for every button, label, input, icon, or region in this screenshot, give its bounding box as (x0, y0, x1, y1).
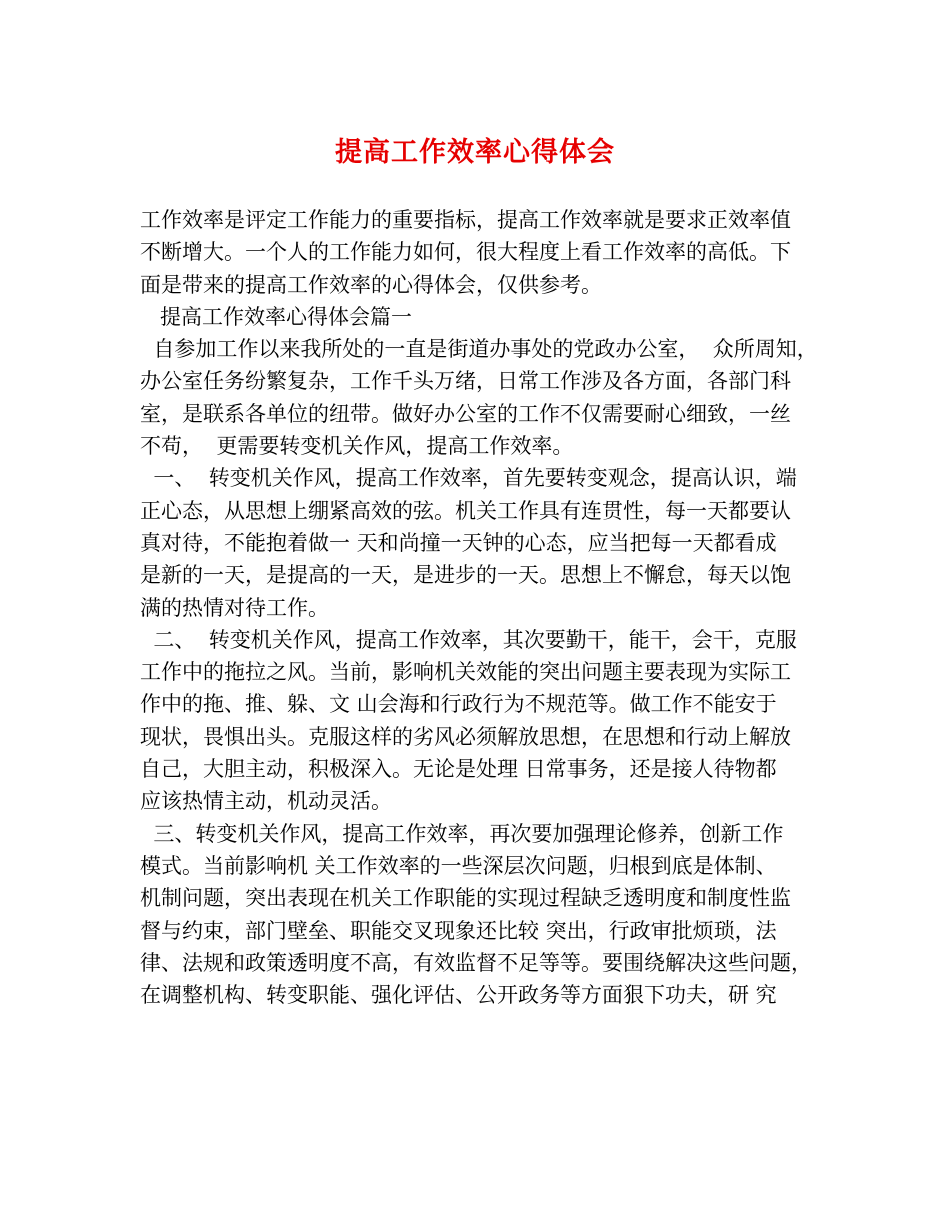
body-line: 自参加工作以来我所处的一直是街道办事处的党政办公室， 众所周知， (140, 337, 818, 362)
body-line: 不断增大。一个人的工作能力如何，很大程度上看工作效率的高低。下 (140, 240, 791, 265)
body-line: 自己，大胆主动，积极深入。无论是处理 日常事务，还是接人待物都 (140, 757, 777, 782)
body-line: 真对待，不能抱着做一 天和尚撞一天钟的心态，应当把每一天都看成 (140, 530, 777, 555)
body-line: 在调整机构、转变职能、强化评估、公开政务等方面狠下功夫，研 究 (140, 983, 777, 1008)
body-line: 不苟， 更需要转变机关作风，提高工作效率。 (140, 434, 574, 459)
body-line: 督与约束，部门壁垒、职能交叉现象还比较 突出，行政审批烦琐，法 (140, 918, 777, 943)
body-line: 满的热情对待工作。 (140, 595, 329, 620)
document-body (140, 204, 820, 1011)
body-line: 二、 转变机关作风，提高工作效率，其次要勤干，能干，会干，克服 (140, 627, 797, 652)
body-line: 是新的一天，是提高的一天，是进步的一天。思想上不懈怠，每天以饱 (140, 563, 791, 588)
body-line: 工作中的拖拉之风。当前，影响机关效能的突出问题主要表现为实际工 (140, 660, 791, 685)
body-line: 室，是联系各单位的纽带。做好办公室的工作不仅需要耐心细致，一丝 (140, 401, 791, 426)
body-line: 律、法规和政策透明度不高，有效监督不足等等。要围绕解决这些问题， (140, 950, 812, 975)
body-line: 工作效率是评定工作能力的重要指标，提高工作效率就是要求正效率值 (140, 208, 791, 232)
document-title: 提高工作效率心得体会 (335, 137, 615, 168)
body-line: 应该热情主动，机动灵活。 (140, 789, 392, 814)
body-line: 三、转变机关作风，提高工作效率，再次要加强理论修养，创新工作 (140, 821, 784, 846)
body-line: 办公室任务纷繁复杂，工作千头万绪，日常工作涉及各方面，各部门科 (140, 369, 791, 394)
body-line: 面是带来的提高工作效率的心得体会，仅供参考。 (140, 272, 602, 297)
body-line: 提高工作效率心得体会篇一 (140, 304, 413, 329)
body-line: 正心态，从思想上绷紧高效的弦。机关工作具有连贯性，每一天都要认 (140, 498, 791, 523)
body-line: 作中的拖、推、躲、文 山会海和行政行为不规范等。做工作不能安于 (140, 692, 777, 717)
body-line: 现状，畏惧出头。克服这样的劣风必须解放思想，在思想和行动上解放 (140, 724, 791, 749)
body-line: 机制问题，突出表现在机关工作职能的实现过程缺乏透明度和制度性监 (140, 886, 791, 911)
body-line: 模式。当前影响机 关工作效率的一些深层次问题，归根到底是体制、 (140, 853, 777, 878)
body-line: 一、 转变机关作风，提高工作效率，首先要转变观念，提高认识，端 (140, 466, 797, 491)
